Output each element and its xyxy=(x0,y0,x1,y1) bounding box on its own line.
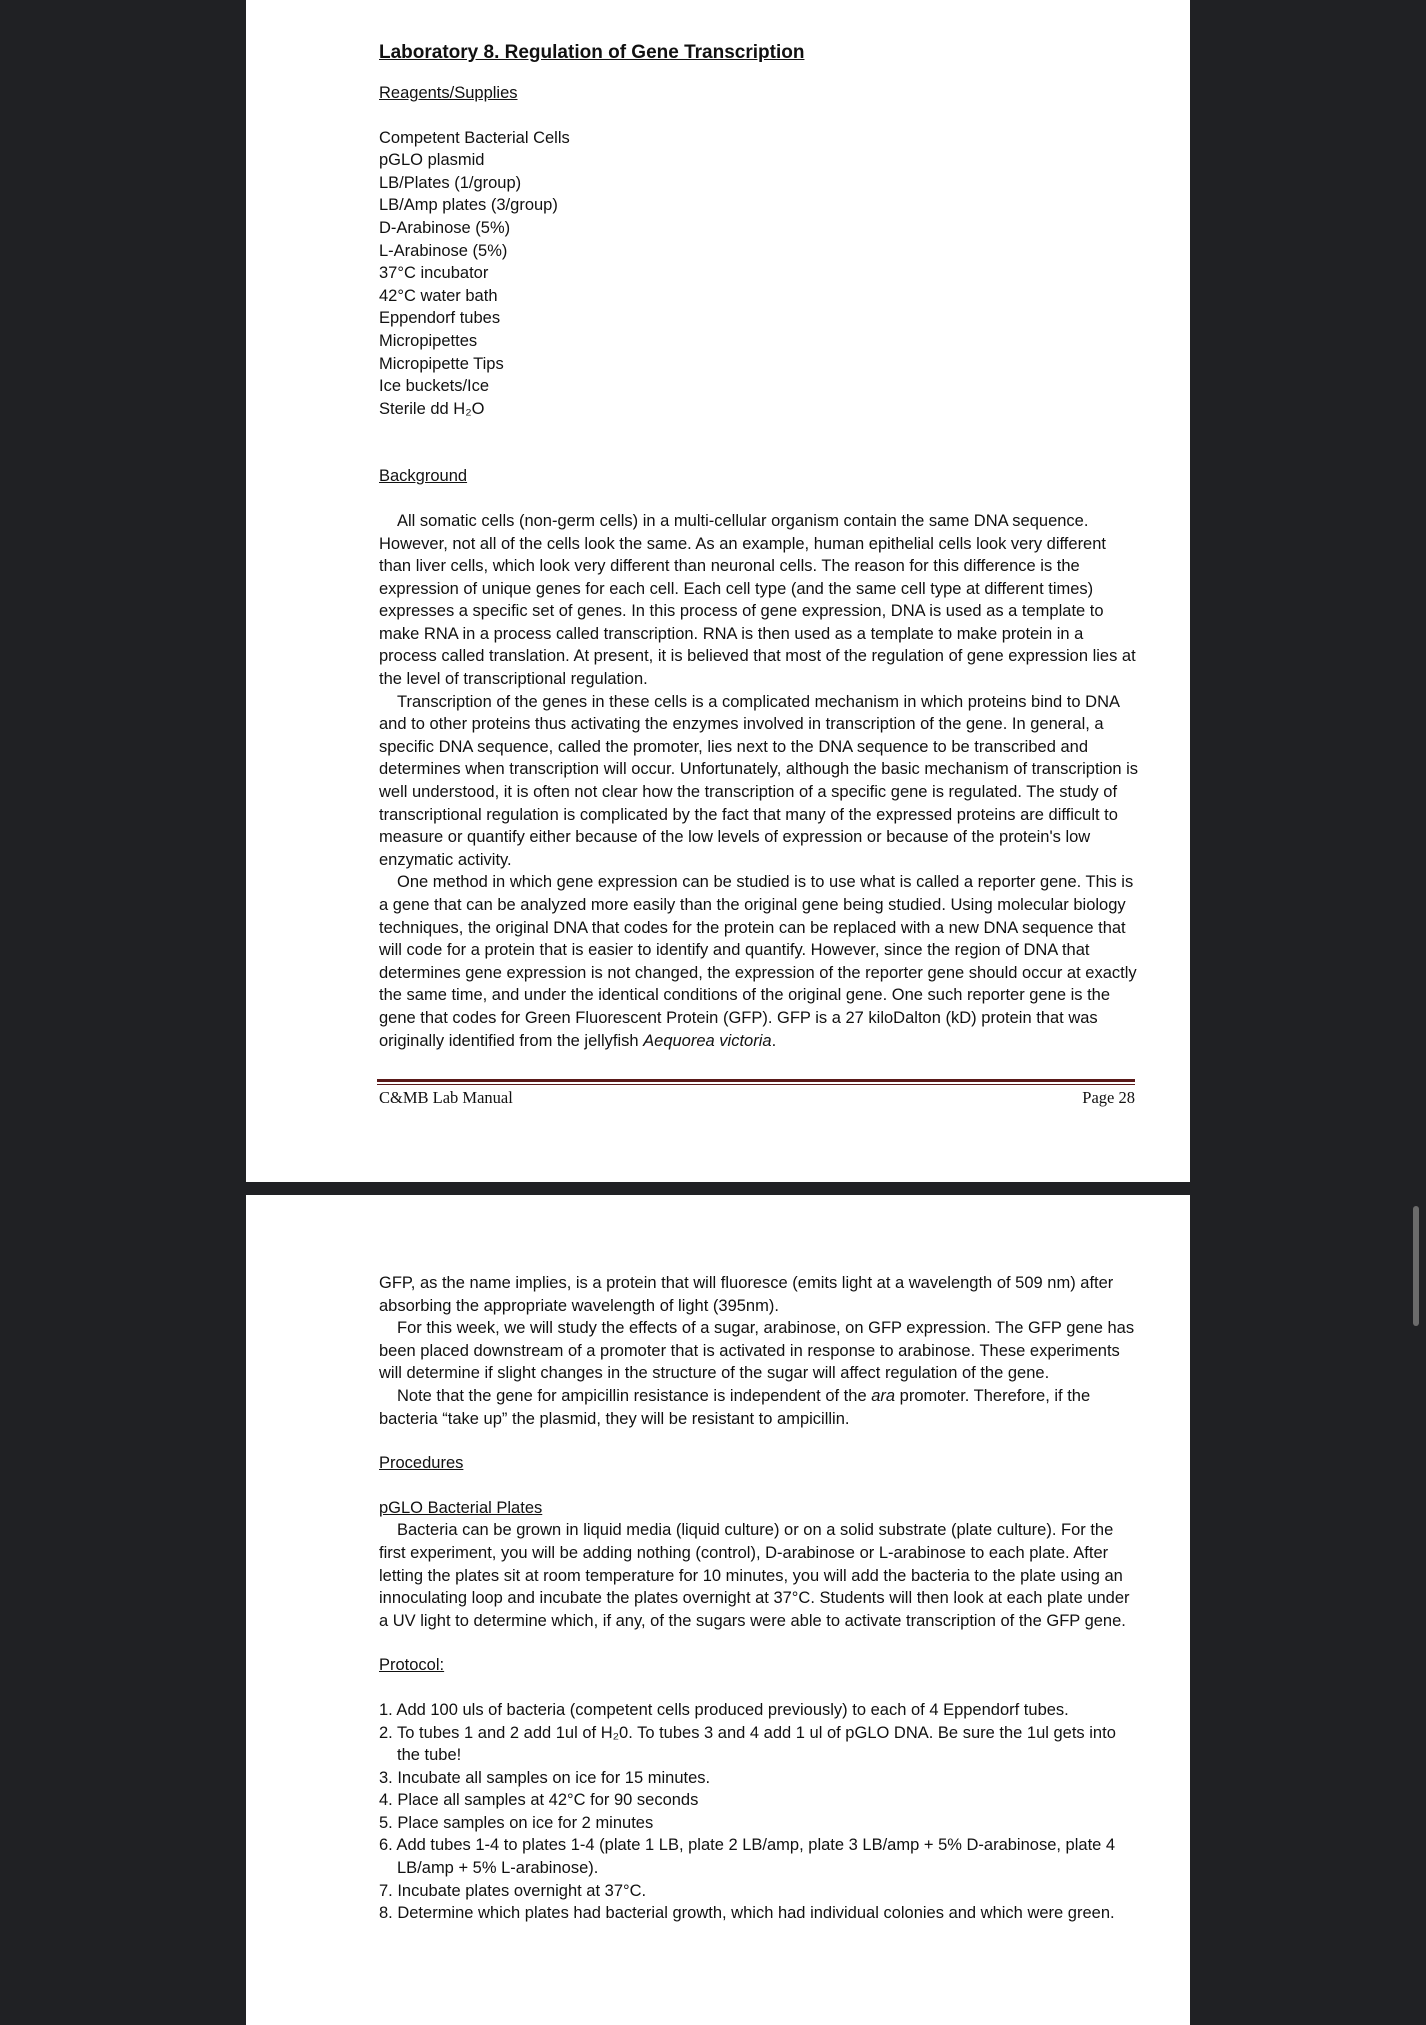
note-after: promoter. Therefore, if the bacteria “take up” the plasmid, they will be resistant to ampicillin. xyxy=(379,1386,1091,1428)
reagent-item: LB/Amp plates (3/group) xyxy=(379,196,558,215)
reagent-item: Sterile dd H₂O xyxy=(379,399,485,418)
reagent-item: pGLO plasmid xyxy=(379,151,485,170)
protocol-step: 8. Determine which plates had bacterial growth, which had individual colonies and which were green. xyxy=(379,1904,1115,1923)
reagents-list xyxy=(379,127,1139,421)
ara-promoter-term: ara xyxy=(871,1386,896,1405)
protocol-step: 7. Incubate plates overnight at 37°C. xyxy=(379,1881,647,1900)
note-before: Note that the gene for ampicillin resistance is independent of the xyxy=(397,1386,867,1405)
protocol-step: 5. Place samples on ice for 2 minutes xyxy=(379,1813,654,1832)
document-page-1 xyxy=(246,0,1190,1182)
protocol-step: 2. To tubes 1 and 2 add 1ul of H₂0. To tubes 3 and 4 add 1 ul of pGLO DNA. Be sure the 1ul gets into the tube! xyxy=(379,1723,1116,1765)
reagent-item: Micropipette Tips xyxy=(379,354,504,373)
arabinose-paragraph: For this week, we will study the effects of a sugar, arabinose, on GFP expression. The GFP gene has been placed downstream of a promoter that is activated in response to arabinose. These experiments will determine if slight changes in the structure of the sugar will affect regulation of the gene. xyxy=(379,1319,1135,1383)
reagent-item: 42°C water bath xyxy=(379,286,498,305)
reagent-item: L-Arabinose (5%) xyxy=(379,241,508,260)
protocol-steps xyxy=(379,1699,1139,1925)
reagent-item: Competent Bacterial Cells xyxy=(379,128,570,147)
protocol-heading: Protocol: xyxy=(379,1656,445,1675)
protocol-step: 3. Incubate all samples on ice for 15 minutes. xyxy=(379,1768,711,1787)
species-name: Aequorea victoria xyxy=(643,1031,772,1050)
plates-heading: pGLO Bacterial Plates xyxy=(379,1498,543,1517)
protocol-step: 4. Place all samples at 42°C for 90 seconds xyxy=(379,1791,699,1810)
reagent-item: LB/Plates (1/group) xyxy=(379,173,522,192)
reagents-heading: Reagents/Supplies xyxy=(379,84,518,102)
ampicillin-note xyxy=(379,1385,1139,1430)
page-2-content xyxy=(379,1272,1139,1925)
background-heading: Background xyxy=(379,467,468,486)
reagent-item: D-Arabinose (5%) xyxy=(379,218,511,237)
footer-rule xyxy=(377,1079,1135,1085)
procedures-heading: Procedures xyxy=(379,1454,464,1473)
reagent-item: 37°C incubator xyxy=(379,264,489,283)
lab-title: Laboratory 8. Regulation of Gene Transcription xyxy=(379,42,805,63)
scrollbar-thumb[interactable] xyxy=(1413,1206,1419,1326)
reagent-item: Micropipettes xyxy=(379,331,478,350)
document-page-2 xyxy=(246,1195,1190,2025)
plates-paragraph: Bacteria can be grown in liquid media (liquid culture) or on a solid substrate (plate culture). For the first experiment, you will be adding nothing (control), D-arabinose or L-arabinose to each plate. After letting the plates sit at room temperature for 10 minutes, you will add the bacteria to the plate using an innoculating loop and incubate the plates overnight at 37°C. Students will then look at each plate under a UV light to determine which, if any, of the sugars were able to activate transcription of the GFP gene. xyxy=(379,1521,1130,1630)
gfp-paragraph: GFP, as the name implies, is a protein that will fluoresce (emits light at a wavelength of 509 nm) after absorbing the appropriate wavelength of light (395nm). xyxy=(379,1274,1114,1315)
reagent-item: Ice buckets/Ice xyxy=(379,377,490,396)
footer-page-number: Page 28 xyxy=(1082,1088,1135,1107)
background-paragraph-1: All somatic cells (non-germ cells) in a multi-cellular organism contain the same DNA sequence. However, not all of the cells look the same. As an example, human epithelial cells look very different than liver cells, which look very different than neuronal cells. The reason for this difference is the expression of unique genes for each cell. Each cell type (and the same cell type at different times) expresses a specific set of genes. In this process of gene expression, DNA is used as a template to make RNA in a process called transcription. RNA is then used as a template to make protein in a process called translation. At present, it is believed that most of the regulation of gene expression lies at the level of transcriptional regulation. xyxy=(379,511,1136,689)
page-footer xyxy=(379,1088,1135,1108)
footer-manual-name: C&MB Lab Manual xyxy=(379,1088,513,1107)
reagent-item: Eppendorf tubes xyxy=(379,309,501,328)
background-paragraph-3-text: One method in which gene expression can be studied is to use what is called a reporter gene. This is a gene that can be analyzed more easily than the original gene being studied. Using molecular biology techniques, the original DNA that codes for the protein can be replaced with a new DNA sequence that will code for a protein that is easier to identify and quantify. However, since the region of DNA that determines gene expression is not changed, the expression of the reporter gene should occur at exactly the same time, and under the identical conditions of the original gene. One such reporter gene is the gene that codes for Green Fluorescent Protein (GFP). GFP is a 27 kiloDalton (kD) protein that was originally identified from the jellyfish xyxy=(379,873,1137,1050)
background-paragraph-3: One method in which gene expression can be studied is to use what is called a reporter gene. This is a gene that can be analyzed more easily than the original gene being studied. Using molecular biology techniques, the original DNA that codes for the protein can be replaced with a new DNA sequence that will code for a protein that is easier to identify and quantify. However, since the region of DNA that determines gene expression is not changed, the expression of the reporter gene should occur at exactly the same time, and under the identical conditions of the original gene. One such reporter gene is the gene that codes for Green Fluorescent Protein (GFP). GFP is a 27 kiloDalton (kD) protein that was originally identified from the jellyfish Aequorea victoria. xyxy=(379,873,1137,1050)
page-1-content xyxy=(379,40,1139,1052)
protocol-step: 1. Add 100 uls of bacteria (competent cells produced previously) to each of 4 Eppendorf tubes. xyxy=(379,1700,1069,1719)
protocol-step: 6. Add tubes 1-4 to plates 1-4 (plate 1 LB, plate 2 LB/amp, plate 3 LB/amp + 5% D-arabinose, plate 4 LB/amp + 5% L-arabinose). xyxy=(379,1836,1116,1878)
background-paragraph-2: Transcription of the genes in these cells is a complicated mechanism in which proteins bind to DNA and to other proteins thus activating the enzymes involved in transcription of the gene. In general, a specific DNA sequence, called the promoter, lies next to the DNA sequence to be transcribed and determines when transcription will occur. Unfortunately, although the basic mechanism of transcription is well understood, it is often not clear how the transcription of a specific gene is regulated. The study of transcriptional regulation is complicated by the fact that many of the expressed proteins are difficult to measure or quantify either because of the low levels of expression or because of the protein's low enzymatic activity. xyxy=(379,692,1139,869)
